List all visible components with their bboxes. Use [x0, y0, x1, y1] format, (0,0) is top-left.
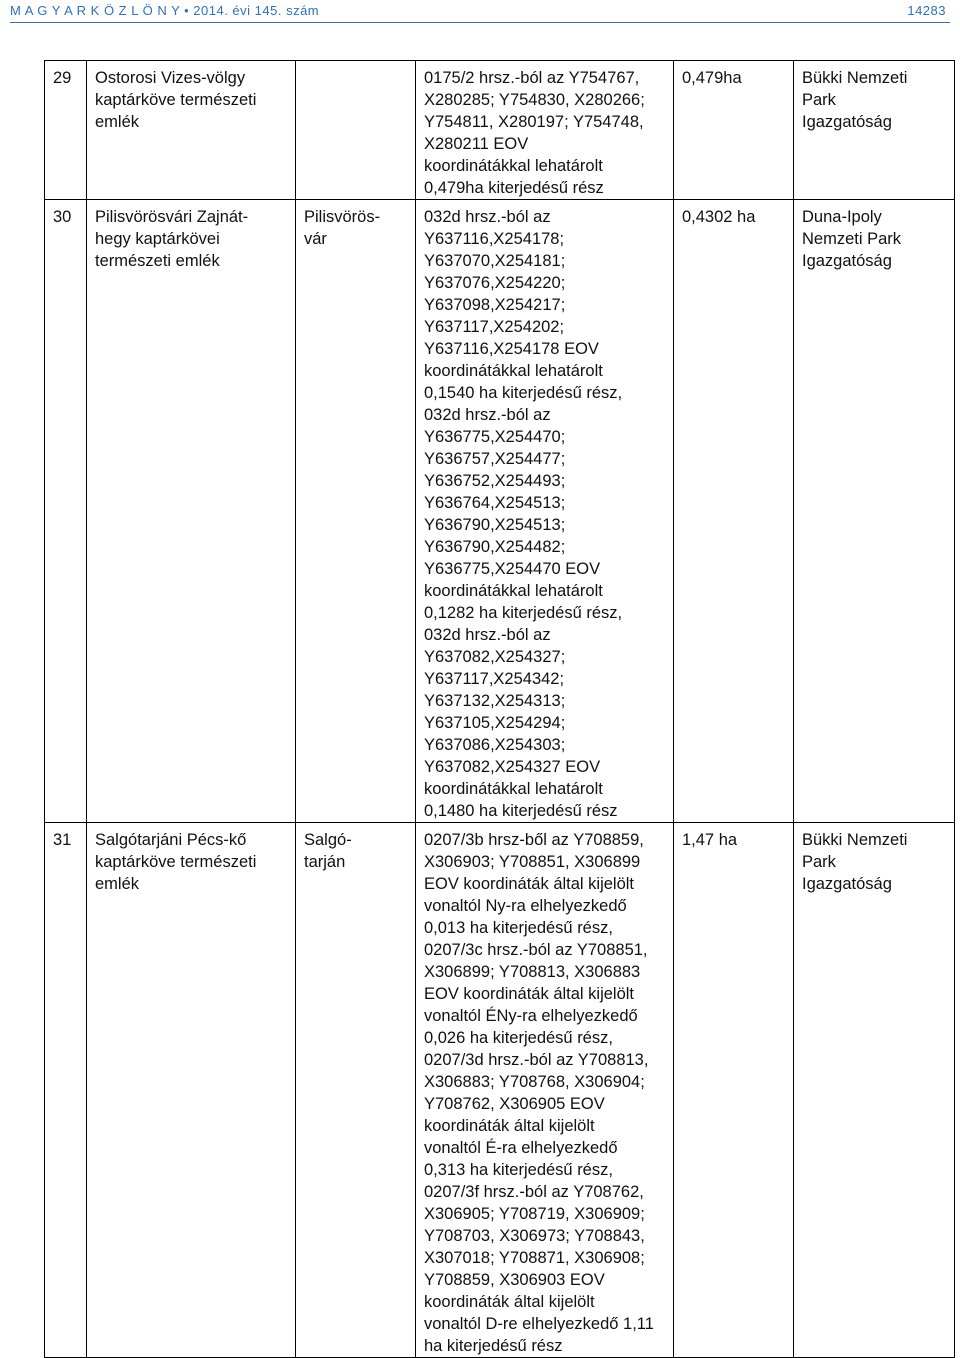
settlement	[296, 61, 416, 200]
protected-sites-table	[44, 60, 955, 1358]
parcel-description: 0175/2 hrsz.-ból az Y754767, X280285; Y754830, X280266; Y754811, X280197; Y754748, X280211 EOV koordinátákkal lehatárolt 0,479ha kiterjedésű rész	[416, 61, 674, 200]
row-number: 30	[45, 200, 87, 823]
settlement: Pilisvörös- vár	[296, 200, 416, 823]
row-number: 31	[45, 823, 87, 1358]
site-name: Ostorosi Vizes-völgy kaptárköve természeti emlék	[87, 61, 296, 200]
managing-organization: Bükki Nemzeti Park Igazgatóság	[794, 61, 955, 200]
managing-organization: Duna-Ipoly Nemzeti Park Igazgatóság	[794, 200, 955, 823]
header-divider	[10, 22, 950, 23]
parcel-description: 0207/3b hrsz-ből az Y708859, X306903; Y708851, X306899 EOV koordináták által kijelölt vonaltól Ny-ra elhelyezkedő 0,013 ha kiterjedésű rész, 0207/3c hrsz.-ból az Y708851, X306899; Y708813, X306883 EOV koordináták által kijelölt vonaltól ÉNy-ra elhelyezkedő 0,026 ha kiterjedésű rész, 0207/3d hrsz.-ból az Y708813, X306883; Y708768, X306904; Y708762, X306905 EOV koordináták által kijelölt vonaltól É-ra elhelyezkedő 0,313 ha kiterjedésű rész, 0207/3f hrsz.-ból az Y708762, X306905; Y708719, X306909; Y708703, X306973; Y708843, X307018; Y708871, X306908; Y708859, X306903 EOV koordináták által kijelölt vonaltól D-re elhelyezkedő 1,11 ha kiterjedésű rész	[416, 823, 674, 1358]
table-row	[45, 823, 955, 1358]
area: 1,47 ha	[674, 823, 794, 1358]
area: 0,479ha	[674, 61, 794, 200]
publication-title: M A G Y A R K Ö Z L Ö N Y • 2014. évi 145. szám	[10, 3, 320, 18]
table-row	[45, 61, 955, 200]
row-number: 29	[45, 61, 87, 200]
area: 0,4302 ha	[674, 200, 794, 823]
managing-organization: Bükki Nemzeti Park Igazgatóság	[794, 823, 955, 1358]
parcel-description: 032d hrsz.-ból az Y637116,X254178; Y637070,X254181; Y637076,X254220; Y637098,X254217; Y637117,X254202; Y637116,X254178 EOV koordinátákkal lehatárolt 0,1540 ha kiterjedésű rész, 032d hrsz.-ból az Y636775,X254470; Y636757,X254477; Y636752,X254493; Y636764,X254513; Y636790,X254513; Y636790,X254482; Y636775,X254470 EOV koordinátákkal lehatárolt 0,1282 ha kiterjedésű rész, 032d hrsz.-ból az Y637082,X254327; Y637117,X254342; Y637132,X254313; Y637105,X254294; Y637086,X254303; Y637082,X254327 EOV koordinátákkal lehatárolt 0,1480 ha kiterjedésű rész	[416, 200, 674, 823]
page-number: 14283	[907, 3, 946, 18]
site-name: Pilisvörösvári Zajnát- hegy kaptárkövei természeti emlék	[87, 200, 296, 823]
site-name: Salgótarjáni Pécs-kő kaptárköve természeti emlék	[87, 823, 296, 1358]
page-header	[10, 0, 950, 22]
settlement: Salgó- tarján	[296, 823, 416, 1358]
table-row	[45, 200, 955, 823]
